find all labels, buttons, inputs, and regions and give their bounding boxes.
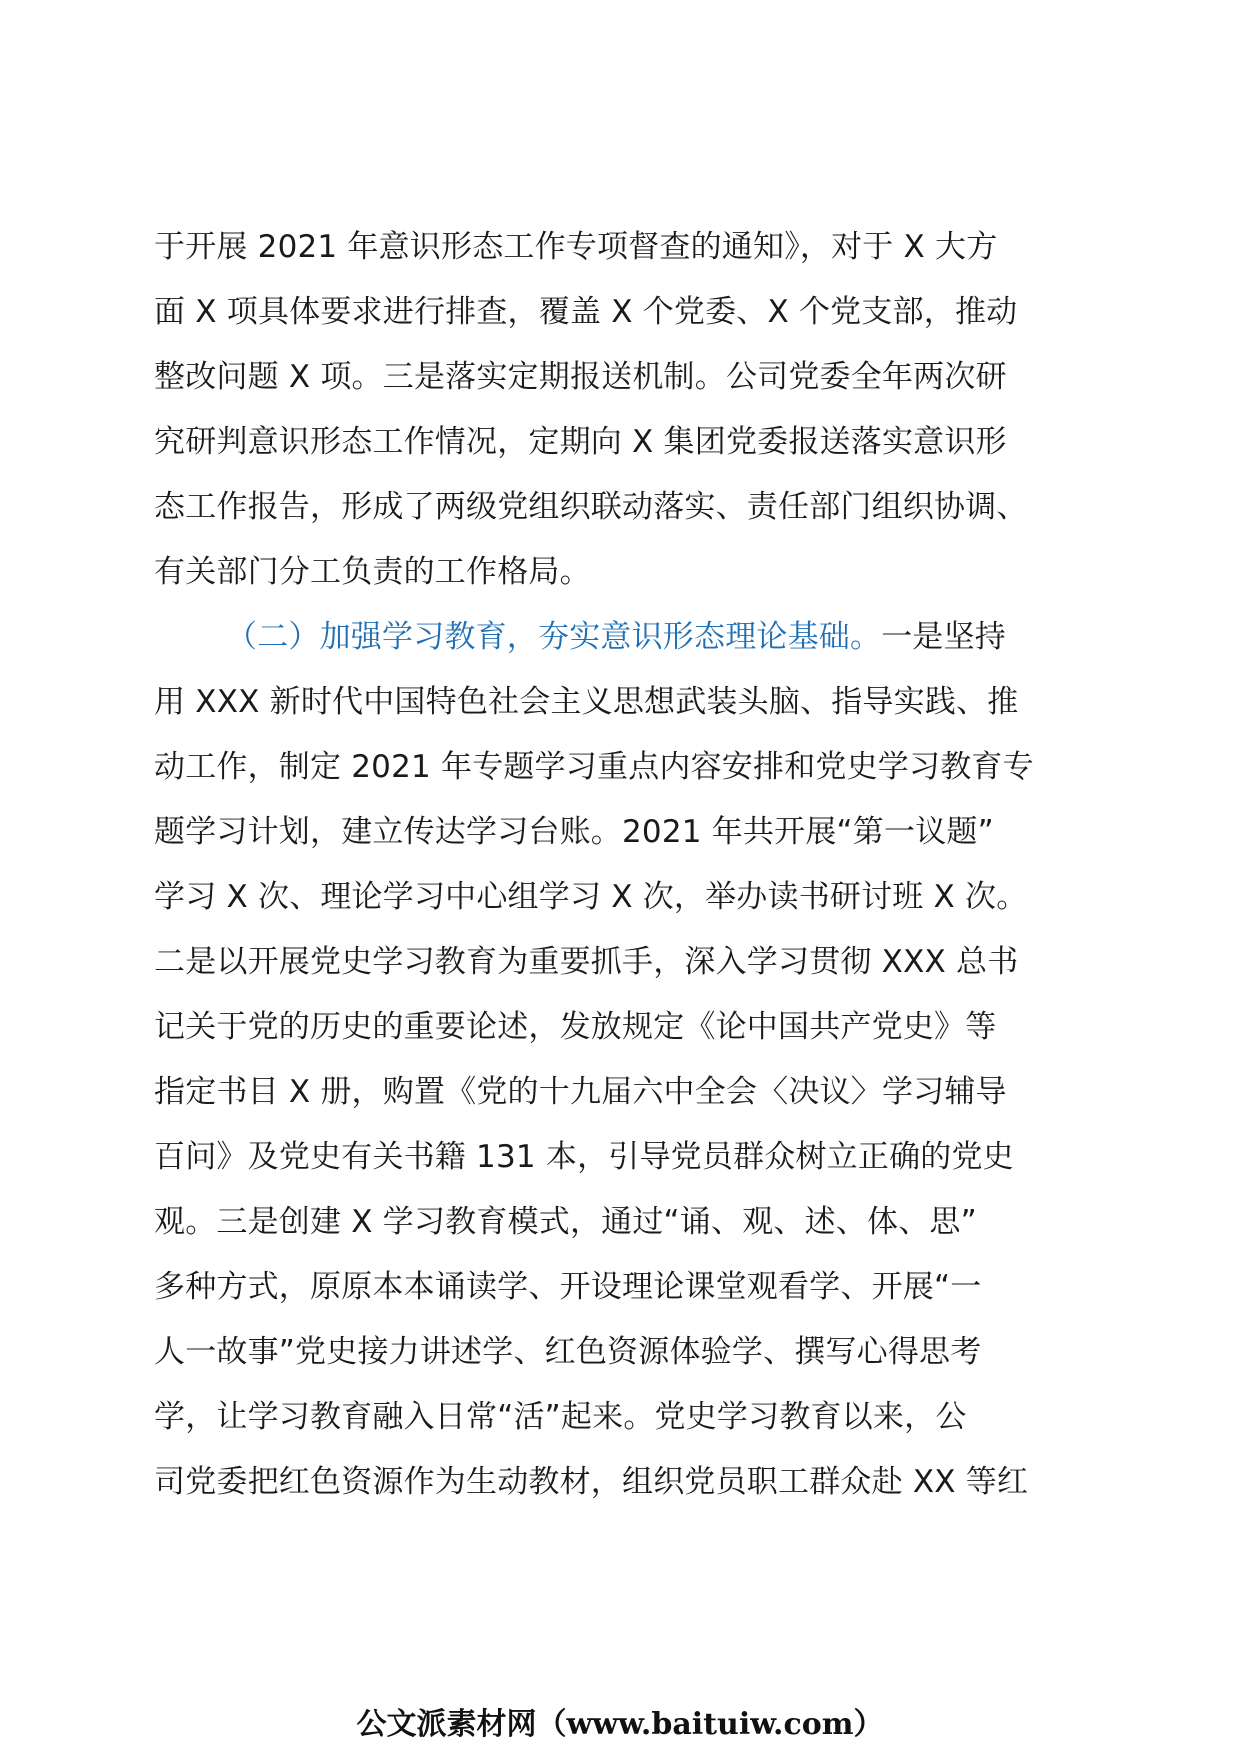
section-heading: （二）加强学习教育，夯实意识形态理论基础。 [226, 619, 882, 655]
footer-watermark: 公文派素材网（www.baituiw.com） [356, 1707, 884, 1742]
text-line: 面 X 项具体要求进行排查，覆盖 X 个党委、X 个党支部，推动 [154, 294, 1018, 330]
text-line: 用 XXX 新时代中国特色社会主义思想武装头脑、指导实践、推 [154, 684, 1019, 720]
text-line: 动工作，制定 2021 年专题学习重点内容安排和党史学习教育专 [154, 749, 1034, 785]
text-line: 有关部门分工负责的工作格局。 [154, 554, 591, 590]
text-line: 学，让学习教育融入日常“活”起来。党史学习教育以来，公 [154, 1399, 967, 1435]
text-line: 整改问题 X 项。三是落实定期报送机制。公司党委全年两次研 [154, 359, 1007, 395]
text-line: 学习 X 次、理论学习中心组学习 X 次，举办读书研讨班 X 次。 [154, 879, 1028, 915]
document-body [154, 215, 1094, 1515]
text-line: 题学习计划，建立传达学习台账。2021 年共开展“第一议题” [154, 814, 994, 850]
text-line: 百问》及党史有关书籍 131 本，引导党员群众树立正确的党史 [154, 1139, 1014, 1175]
text-line: 人一故事”党史接力讲述学、红色资源体验学、撰写心得思考 [154, 1334, 982, 1370]
section-heading-continuation: 一是坚持 [881, 619, 1007, 655]
section-heading-line [154, 605, 1094, 670]
text-line: 二是以开展党史学习教育为重要抓手，深入学习贯彻 XXX 总书 [154, 944, 1019, 980]
text-line: 司党委把红色资源作为生动教材，组织党员职工群众赴 XX 等红 [154, 1464, 1029, 1500]
text-line: 多种方式，原原本本诵读学、开设理论课堂观看学、开展“一 [154, 1269, 982, 1305]
text-line: 究研判意识形态工作情况，定期向 X 集团党委报送落实意识形 [154, 424, 1007, 460]
text-line: 于开展 2021 年意识形态工作专项督查的通知》，对于 X 大方 [154, 229, 998, 265]
text-line: 记关于党的历史的重要论述，发放规定《论中国共产党史》等 [154, 1009, 997, 1045]
text-line: 态工作报告，形成了两级党组织联动落实、责任部门组织协调、 [154, 489, 1028, 525]
text-line: 观。三是创建 X 学习教育模式，通过“诵、观、述、体、思” [154, 1204, 977, 1240]
text-line: 指定书目 X 册，购置《党的十九届六中全会〈决议〉学习辅导 [154, 1074, 1007, 1110]
